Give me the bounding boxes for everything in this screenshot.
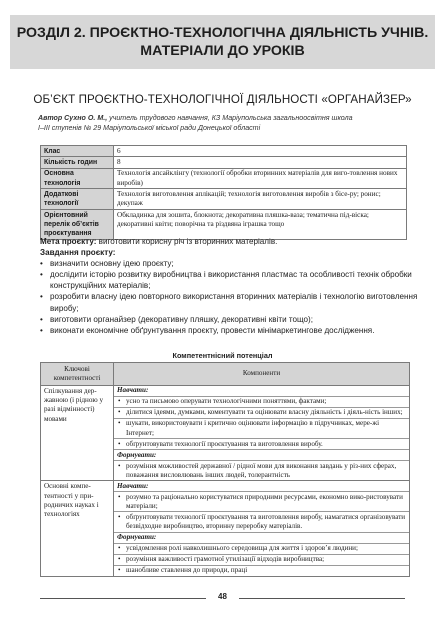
info-row [41,209,407,239]
component-item [114,439,409,450]
goal-text: виготовити корисну річ із вторинних матеріалів. [96,237,278,246]
info-label: Орієнтовний перелік об’єктів проєктування [41,209,114,239]
info-label: Додаткові технології [41,189,114,210]
component-item-text: • усвідомлення ролі навколишнього середовища для життя і здоров’я людини; [117,544,406,553]
component-item-text: • обґрунтовувати технології проєктування та виготовлення виробу, намагатися організовувати безвідходне виробництво, вторинну переробку матеріалів. [117,513,406,531]
component-item-text: • шукати, використовувати і критично оцінювати інформацію в підручниках, мере-жі Інтернет; [117,419,406,437]
component-item-text: • розуміння важливості грамотної утилізації відходів виробництва; [117,555,406,564]
competence-row [41,386,410,481]
footer-rule-left [40,598,206,599]
competence-name: Основні компе-тентності у при-родничих науках і технологіях [41,481,114,576]
component-item [114,544,409,555]
competence-header-row [41,363,410,386]
section-header [10,15,435,69]
competence-row [41,481,410,576]
competence-title: Компетентнісний потенціал [172,351,273,360]
page-footer [0,592,445,604]
info-value: 8 [114,157,407,168]
competence-table [40,362,410,577]
info-label: Основна технологія [41,168,114,189]
project-description [40,236,418,336]
competence-name: Спілкування дер-жавною (і рідною у разі відмінності) мовами [41,386,114,481]
info-label: Кількість годин [41,157,114,168]
section-title-line-2: МАТЕРІАЛИ ДО УРОКІВ [140,43,305,59]
author-position: учитель трудового навчання, КЗ Маріупольська загальноосвітня школа [107,114,353,122]
tasks-label: Завдання проєкту: [40,248,116,258]
component-item [114,492,409,512]
task-item: • дослідити історію розвитку виробництва і використання пластмас та особливості технік обробки конструкційних матеріалів; [40,269,418,291]
task-list [40,258,418,336]
info-value: Технологія виготовлення аплікацій; технологія виготовлення виробів з бісе-ру; ронис; декупаж [114,189,407,210]
info-row [41,168,407,189]
article-title: ОБ’ЄКТ ПРОЄКТНО-ТЕХНОЛОГІЧНОЇ ДІЯЛЬНОСТІ «ОРГАНАЙЗЕР» [33,93,412,106]
task-item: • виготовити органайзер (декоративну пляшку, декоративні квіти тощо); [40,314,418,325]
component-heading: Формувати: [114,450,409,461]
info-row [41,157,407,168]
author-line-1 [38,113,408,123]
competence-components [114,386,410,481]
component-item-text: • шанобливе ставлення до природи, праці [117,566,406,575]
component-item-text: • обґрунтовувати технології проєктування та виготовлення виробу. [117,440,406,449]
footer-rule-right [239,598,405,599]
author-info [38,113,408,133]
section-title-line-1: РОЗДІЛ 2. ПРОЄКТНО-ТЕХНОЛОГІЧНА ДІЯЛЬНІСТЬ УЧНІВ. [16,25,429,41]
project-goal [40,236,418,247]
info-value: Технологія апсайклінгу (технології обробки вторинних матеріалів для виго-товлення нових виробів) [114,168,407,189]
component-item [114,512,409,532]
column-header-components: Компоненти [114,363,410,386]
component-heading: Формувати: [114,533,409,544]
author-line-2: I–III ступенів № 29 Маріупольської міської ради Донецької області [38,124,261,132]
component-item-text: • розумно та раціонально користуватися природними ресурсами, економно вико-ристовувати матеріали; [117,493,406,511]
info-label: Клас [41,146,114,157]
component-item [114,408,409,419]
goal-label: Мета проєкту: [40,237,97,246]
task-item: • визначити основну ідею проєкту; [40,258,418,269]
info-value: Обкладинка для зошита, блокнота; декоративна пляшка-ваза; тематична під-віска; декоративні квіти; поворічна та різдвяна іграшка тощо [114,209,407,239]
component-item [114,555,409,566]
component-item [114,419,409,439]
component-heading: Навчати: [114,481,409,492]
component-item [114,566,409,576]
page-number: 48 [218,592,227,601]
component-item [114,461,409,480]
component-item-text: • ділитися ідеями, думками, коментувати та оцінювати власну діяльність і діяль-ність інших; [117,408,406,417]
component-item-text: • усно та письмово оперувати технологічними поняттями, фактами; [117,397,406,406]
column-header-key-competences: Ключові компетентності [41,363,114,386]
component-heading: Навчати: [114,386,409,397]
author-name: Автор Сухно О. М., [38,114,108,122]
task-item: • розробити власну ідею повторного використання вторинних матеріалів і технологію виготовлення виробу; [40,291,418,313]
task-item: • виконати економічне обґрунтування проєкту, провести мінімаркетингове дослідження. [40,325,418,336]
info-row [41,189,407,210]
info-value: 6 [114,146,407,157]
component-item [114,397,409,408]
info-row [41,146,407,157]
component-item-text: • розуміння можливостей державної / рідної мови для виконання завдань у різ-них сферах, поважання висловлювань інших людей, толерантність [117,462,406,480]
project-info-table [40,145,407,240]
competence-components [114,481,410,576]
